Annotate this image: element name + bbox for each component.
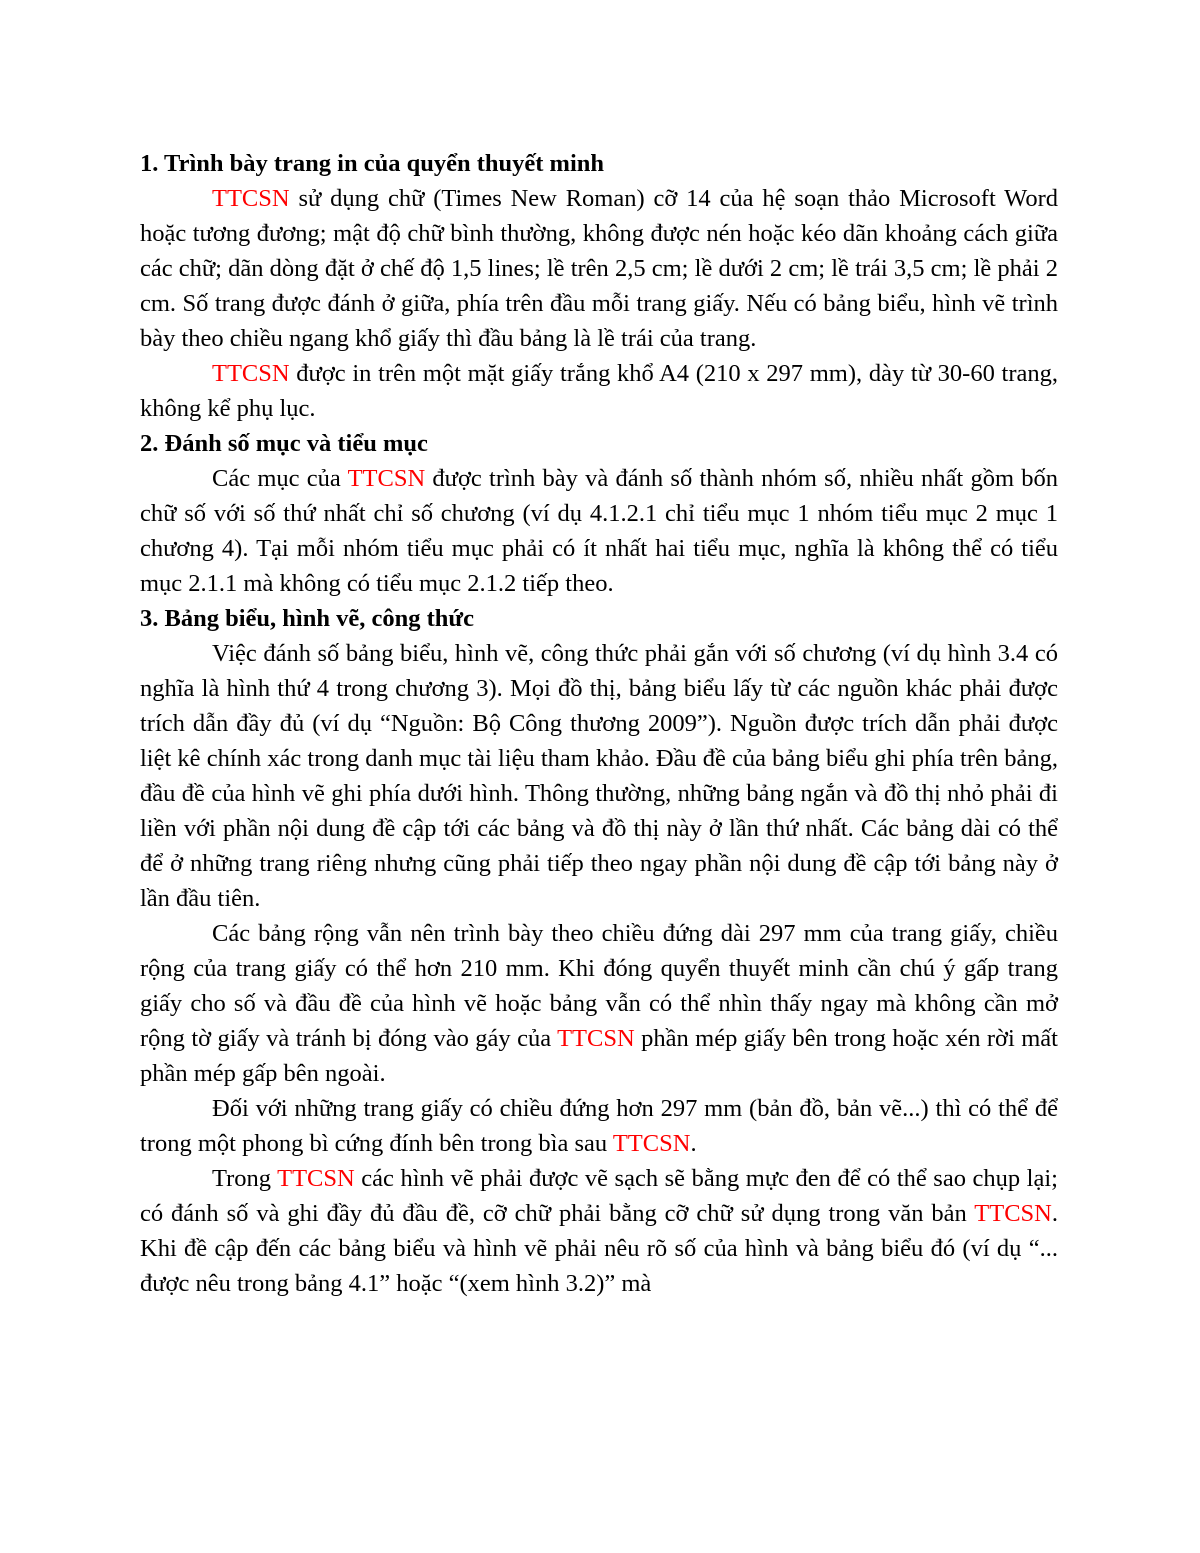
section-1-heading: 1. Trình bày trang in của quyển thuyết minh (140, 150, 605, 177)
ttcsn-term: TTCSN (212, 185, 290, 212)
section-1-paragraph-2 (140, 356, 1058, 426)
paragraph-text: các hình vẽ phải được vẽ sạch sẽ bằng mực đen để có thể sao chụp lại; có đánh số và ghi đầy đủ đầu đề, cỡ chữ phải bằng cỡ chữ sử dụng trong văn bản (140, 1165, 1058, 1227)
section-1-paragraph-1 (140, 181, 1058, 356)
ttcsn-term: TTCSN (277, 1165, 355, 1192)
section-2-heading: 2. Đánh số mục và tiểu mục (140, 430, 428, 457)
section-3-paragraph-4 (140, 1161, 1058, 1301)
section-2-paragraph-1 (140, 461, 1058, 601)
paragraph-text: Trong (212, 1165, 278, 1192)
section-3-heading: 3. Bảng biểu, hình vẽ, công thức (140, 605, 474, 632)
ttcsn-term: TTCSN (612, 1130, 691, 1157)
paragraph-text: được in trên một mặt giấy trắng khổ A4 (210 x 297 mm), dày từ 30-60 trang, không kể phụ lục. (140, 360, 1058, 422)
paragraph-text: . (690, 1130, 697, 1157)
paragraph-text: . Khi đề cập đến các bảng biểu và hình vẽ phải nêu rõ số của hình và bảng biểu đó (ví dụ “... được nêu trong bảng 4.1” hoặc “(xem hình 3.2)” mà (140, 1200, 1058, 1297)
document-body (140, 146, 1058, 1301)
paragraph-text: Việc đánh số bảng biểu, hình vẽ, công thức phải gắn với số chương (ví dụ hình 3.4 có nghĩa là hình thứ 4 trong chương 3). Mọi đồ thị, bảng biểu lấy từ các nguồn khác phải được trích dẫn đầy đủ (ví dụ “Nguồn: Bộ Công thương 2009”). Nguồn được trích dẫn phải được liệt kê chính xác trong danh mục tài liệu tham khảo. Đầu đề của bảng biểu ghi phía trên bảng, đầu đề của hình vẽ ghi phía dưới hình. Thông thường, những bảng ngắn và đồ thị nhỏ phải đi liền với phần nội dung đề cập tới các bảng và đồ thị này ở lần thứ nhất. Các bảng dài có thể để ở những trang riêng nhưng cũng phải tiếp theo ngay phần nội dung đề cập tới bảng này ở lần đầu tiên. (140, 640, 1058, 912)
paragraph-text: Đối với những trang giấy có chiều đứng hơn 297 mm (bản đồ, bản vẽ...) thì có thể để trong một phong bì cứng đính bên trong bìa sau (140, 1095, 1058, 1157)
paragraph-text: được trình bày và đánh số thành nhóm số, nhiều nhất gồm bốn chữ số với số thứ nhất chỉ số chương (ví dụ 4.1.2.1 chỉ tiểu mục 1 nhóm tiểu mục 2 mục 1 chương 4). Tại mỗi nhóm tiểu mục phải có ít nhất hai tiểu mục, nghĩa là không thể có tiểu mục 2.1.1 mà không có tiểu mục 2.1.2 tiếp theo. (140, 465, 1059, 597)
ttcsn-term: TTCSN (557, 1025, 635, 1052)
ttcsn-term: TTCSN (212, 360, 290, 387)
paragraph-text: Các bảng rộng vẫn nên trình bày theo chiều đứng dài 297 mm của trang giấy, chiều rộng của trang giấy có thể hơn 210 mm. Khi đóng quyển thuyết minh cần chú ý gấp trang giấy cho số và đầu đề của hình vẽ hoặc bảng vẫn có thể nhìn thấy ngay mà không cần mở rộng tờ giấy và tránh bị đóng vào gáy của (140, 920, 1058, 1052)
section-3-paragraph-1 (140, 636, 1058, 916)
ttcsn-term: TTCSN (974, 1200, 1052, 1227)
section-3-paragraph-2 (140, 916, 1058, 1091)
paragraph-text: phần mép giấy bên trong hoặc xén rời mất phần mép gấp bên ngoài. (140, 1025, 1058, 1087)
paragraph-text: sử dụng chữ (Times New Roman) cỡ 14 của hệ soạn thảo Microsoft Word hoặc tương đương; mật độ chữ bình thường, không được nén hoặc kéo dãn khoảng cách giữa các chữ; dãn dòng đặt ở chế độ 1,5 lines; lề trên 2,5 cm; lề dưới 2 cm; lề trái 3,5 cm; lề phải 2 cm. Số trang được đánh ở giữa, phía trên đầu mỗi trang giấy. Nếu có bảng biểu, hình vẽ trình bày theo chiều ngang khổ giấy thì đầu bảng là lề trái của trang. (140, 185, 1058, 352)
paragraph-text: Các mục của (212, 465, 348, 492)
ttcsn-term: TTCSN (347, 465, 426, 492)
section-3-paragraph-3 (140, 1091, 1058, 1161)
